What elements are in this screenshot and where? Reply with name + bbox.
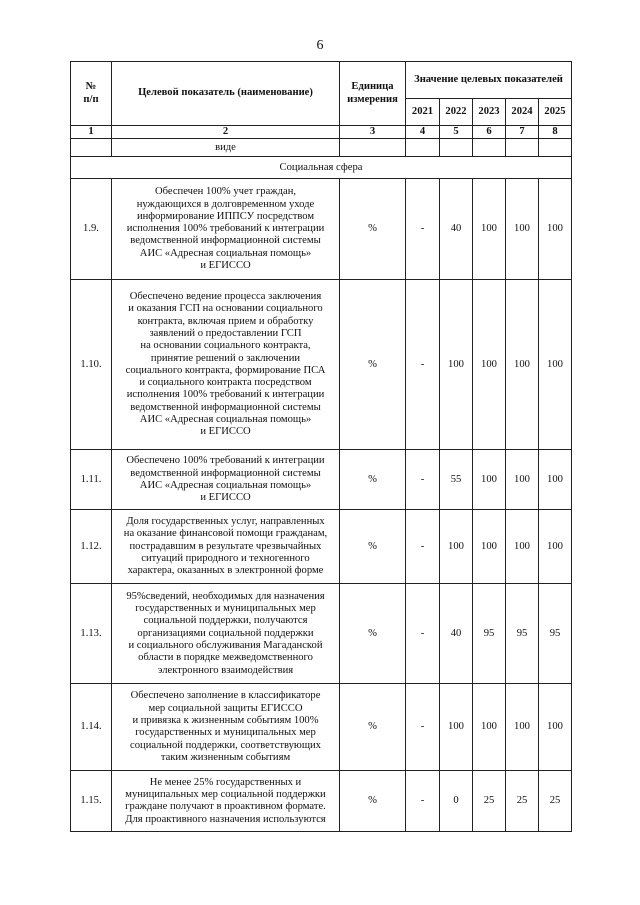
row-value: 100	[506, 450, 539, 510]
row-value: 100	[473, 684, 506, 771]
row-indicator-name: Доля государственных услуг, направленных на оказание финансовой помощи гражданам, пострадавшим в результате чрезвычайных ситуаций природного и техногенного характера, оказанных в электронной форме	[112, 510, 340, 584]
row-indicator-name: Не менее 25% государственных и муниципальных мер социальной поддержки граждане получают в проактивном формате. Для проактивного назначения используются	[112, 771, 340, 832]
row-value: -	[406, 280, 440, 450]
header-year: 2021	[406, 99, 440, 126]
table-row	[71, 450, 572, 510]
row-unit: %	[340, 584, 406, 684]
row-value: -	[406, 584, 440, 684]
header-num: № п/п	[71, 62, 112, 126]
row-indicator-name: Обеспечено 100% требований к интеграции ведомственной информационной системы АИС «Адресная социальная помощь» и ЕГИССО	[112, 450, 340, 510]
row-value: -	[406, 510, 440, 584]
row-value: 100	[539, 280, 572, 450]
row-value: 100	[473, 280, 506, 450]
row-indicator-name: Обеспечено заполнение в классификаторе мер социальной защиты ЕГИССО и привязка к жизненным событиям 100% государственных и муниципальных мер социальной поддержки, соответствующих таким жизненным событиям	[112, 684, 340, 771]
row-value: -	[406, 450, 440, 510]
header-year: 2024	[506, 99, 539, 126]
row-value: -	[406, 771, 440, 832]
row-num: 1.9.	[71, 179, 112, 280]
row-value: 25	[506, 771, 539, 832]
row-value: 25	[473, 771, 506, 832]
row-unit: %	[340, 280, 406, 450]
row-value: 100	[473, 179, 506, 280]
row-num: 1.10.	[71, 280, 112, 450]
column-index: 6	[473, 126, 506, 139]
table-row	[71, 684, 572, 771]
row-value: 100	[506, 280, 539, 450]
row-num: 1.11.	[71, 450, 112, 510]
row-value: 100	[440, 510, 473, 584]
row-unit: %	[340, 179, 406, 280]
row-value: 100	[473, 510, 506, 584]
header-year: 2023	[473, 99, 506, 126]
header-unit: Единица измерения	[340, 62, 406, 126]
column-index: 1	[71, 126, 112, 139]
table-row	[71, 584, 572, 684]
row-num: 1.13.	[71, 584, 112, 684]
column-index: 7	[506, 126, 539, 139]
row-unit: %	[340, 450, 406, 510]
carry-over-text: виде	[112, 139, 340, 157]
table-row	[71, 179, 572, 280]
row-value: 55	[440, 450, 473, 510]
row-value: 95	[506, 584, 539, 684]
header-values-title: Значение целевых показателей	[406, 62, 572, 99]
column-index: 4	[406, 126, 440, 139]
target-indicators-table	[70, 61, 572, 832]
page-number: 6	[316, 38, 324, 53]
column-index-row	[71, 126, 572, 139]
table-row	[71, 510, 572, 584]
row-value: 0	[440, 771, 473, 832]
row-value: 100	[473, 450, 506, 510]
row-indicator-name: 95%сведений, необходимых для назначения государственных и муниципальных мер социальной поддержки, получаются организациями социальной поддержки и социального обслуживания Магаданской области в порядке межведомственного электронного взаимодействия	[112, 584, 340, 684]
row-value: 100	[506, 510, 539, 584]
row-value: -	[406, 179, 440, 280]
row-value: 40	[440, 179, 473, 280]
row-value: 25	[539, 771, 572, 832]
row-value: 100	[539, 450, 572, 510]
header-year: 2022	[440, 99, 473, 126]
header-row	[71, 62, 572, 99]
column-index: 3	[340, 126, 406, 139]
column-index: 8	[539, 126, 572, 139]
row-value: 100	[440, 280, 473, 450]
row-num: 1.14.	[71, 684, 112, 771]
row-indicator-name: Обеспечено ведение процесса заключения и оказания ГСП на основании социального контракта, включая прием и обработку заявлений о предоставлении ГСП на основании социального контракта, принятие решений о заключении социального контракта, формирование ПСА и социального контракта посредством исполнения 100% требований к интеграции ведомственной информационной системы АИС «Адресная социальная помощь» и ЕГИССО	[112, 280, 340, 450]
header-year: 2025	[539, 99, 572, 126]
row-num: 1.15.	[71, 771, 112, 832]
section-row	[71, 157, 572, 179]
row-value: 40	[440, 584, 473, 684]
row-value: 100	[440, 684, 473, 771]
table-row	[71, 280, 572, 450]
row-value: 100	[539, 684, 572, 771]
section-title: Социальная сфера	[71, 157, 572, 179]
row-value: 95	[473, 584, 506, 684]
row-unit: %	[340, 771, 406, 832]
row-value: 100	[506, 684, 539, 771]
row-num: 1.12.	[71, 510, 112, 584]
header-indicator: Целевой показатель (наименование)	[112, 62, 340, 126]
table-row	[71, 771, 572, 832]
row-unit: %	[340, 684, 406, 771]
row-value: 95	[539, 584, 572, 684]
column-index: 2	[112, 126, 340, 139]
row-unit: %	[340, 510, 406, 584]
row-value: 100	[539, 179, 572, 280]
row-value: 100	[506, 179, 539, 280]
carry-over-row	[71, 139, 572, 157]
column-index: 5	[440, 126, 473, 139]
row-indicator-name: Обеспечен 100% учет граждан, нуждающихся в долговременном уходе информирование ИППСУ посредством исполнения 100% требований к интеграции ведомственной информационной системы АИС «Адресная социальная помощь» и ЕГИССО	[112, 179, 340, 280]
row-value: 100	[539, 510, 572, 584]
row-value: -	[406, 684, 440, 771]
